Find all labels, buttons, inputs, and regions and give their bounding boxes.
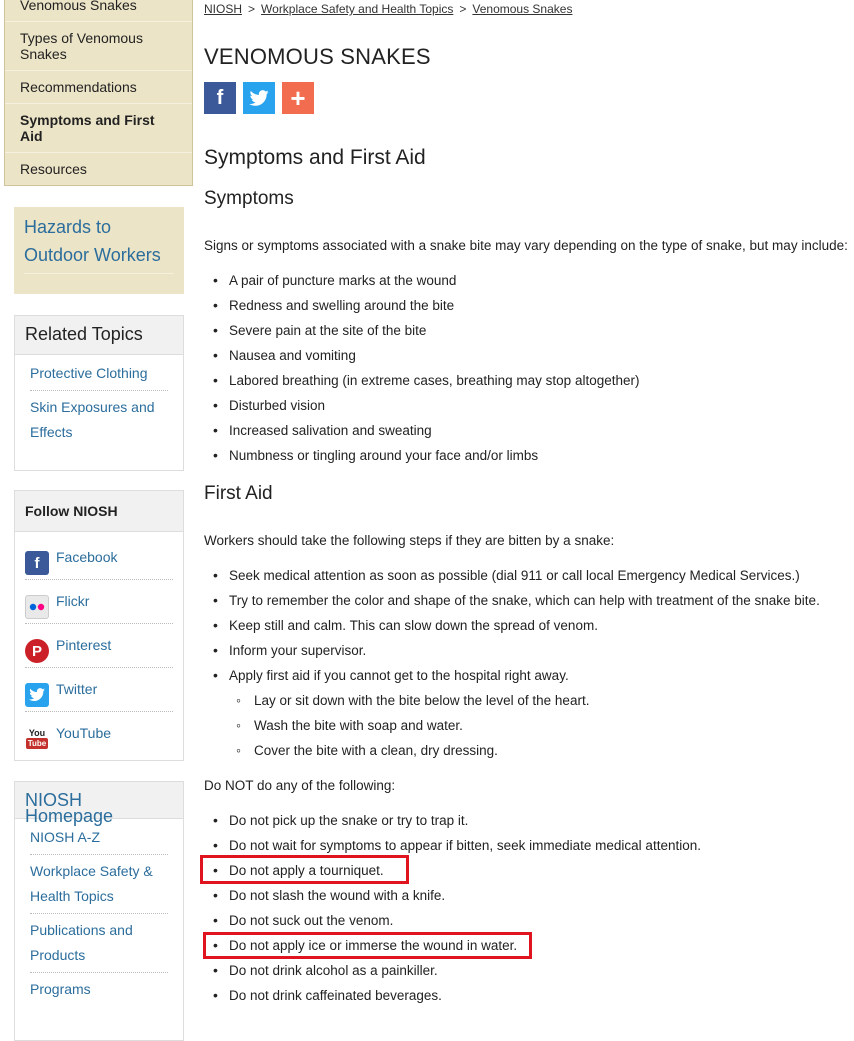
list-item: • Try to remember the color and shape of the snake, which can help with treatment of the snake bite. — [204, 588, 820, 613]
social-label: YouTube — [56, 725, 112, 741]
highlight-box-ice — [203, 932, 532, 959]
list-item: ◦ Wash the bite with soap and water. — [204, 713, 589, 738]
follow-niosh-box — [14, 490, 184, 761]
list-item: • Severe pain at the site of the bite — [204, 318, 639, 343]
youtube-icon: You Tube — [25, 727, 49, 751]
highlight-box-tourniquet — [200, 855, 409, 884]
niosh-homepage-box — [14, 781, 184, 1041]
social-pinterest[interactable] — [25, 624, 173, 668]
donot-list — [204, 808, 701, 1008]
list-item: • Do not suck out the venom. — [204, 908, 701, 933]
share-bar — [204, 82, 314, 114]
flickr-icon — [25, 595, 49, 619]
subnav-item-recommendations[interactable]: Recommendations — [5, 70, 192, 103]
social-twitter[interactable] — [25, 668, 173, 712]
breadcrumb-separator: > — [459, 2, 467, 16]
list-item: • Do not drink caffeinated beverages. — [204, 983, 701, 1008]
divider — [30, 972, 168, 973]
symptoms-intro: Signs or symptoms associated with a snake bite may vary depending on the type of snake, but may include: — [204, 238, 848, 253]
list-item: • Labored breathing (in extreme cases, breathing may stop altogether) — [204, 368, 639, 393]
hazards-divider — [24, 273, 174, 274]
social-label: Pinterest — [56, 637, 112, 653]
social-label: Flickr — [56, 593, 90, 609]
twitter-share-icon[interactable] — [243, 82, 275, 114]
list-item: • Apply first aid if you cannot get to the hospital right away. — [204, 663, 820, 688]
list-item: • Seek medical attention as soon as possible (dial 911 or call local Emergency Medical Services.) — [204, 563, 820, 588]
first-aid-intro: Workers should take the following steps if they are bitten by a snake: — [204, 533, 615, 548]
divider — [30, 390, 168, 391]
facebook-icon: f — [25, 551, 49, 575]
hazards-outdoor-link[interactable]: Hazards to Outdoor Workers — [24, 217, 161, 265]
first-aid-list — [204, 563, 820, 688]
symptoms-list — [204, 268, 639, 468]
list-item: • Do not slash the wound with a knife. — [204, 883, 701, 908]
social-flickr[interactable] — [25, 580, 173, 624]
subnav-item-resources[interactable]: Resources — [5, 152, 192, 185]
social-label: Facebook — [56, 549, 118, 565]
list-item: • Increased salivation and sweating — [204, 418, 639, 443]
list-item: ◦ Cover the bite with a clean, dry dressing. — [204, 738, 589, 763]
subnav-item-venomous-snakes[interactable]: Venomous Snakes — [20, 0, 137, 13]
list-item: • A pair of puncture marks at the wound — [204, 268, 639, 293]
twitter-icon — [25, 683, 49, 707]
social-youtube[interactable] — [25, 712, 173, 755]
list-item: • Disturbed vision — [204, 393, 639, 418]
list-item: • Do not wait for symptoms to appear if bitten, seek immediate medical attention. — [204, 833, 701, 858]
related-topics-title: Related Topics — [15, 316, 183, 355]
page-title: VENOMOUS SNAKES — [204, 44, 431, 69]
symptoms-heading: Symptoms — [204, 188, 294, 209]
breadcrumb-separator: > — [248, 2, 256, 16]
breadcrumb-topics[interactable]: Workplace Safety and Health Topics — [261, 2, 454, 16]
first-aid-heading: First Aid — [204, 483, 273, 504]
list-item: • Do not apply a tourniquet. — [204, 858, 701, 883]
first-aid-sublist — [204, 688, 589, 763]
list-item: • Redness and swelling around the bite — [204, 293, 639, 318]
list-item: • Inform your supervisor. — [204, 638, 820, 663]
niosh-link-publications[interactable]: Publications and Products — [30, 922, 133, 963]
breadcrumb-venomous-snakes[interactable]: Venomous Snakes — [472, 2, 573, 16]
niosh-link-programs[interactable]: Programs — [30, 981, 91, 997]
related-topics-box — [14, 315, 184, 471]
divider — [30, 854, 168, 855]
niosh-homepage-link[interactable]: NIOSH Homepage — [15, 782, 183, 819]
related-link-protective-clothing[interactable]: Protective Clothing — [30, 365, 148, 381]
list-item: • Numbness or tingling around your face and/or limbs — [204, 443, 639, 468]
related-link-skin-exposures[interactable]: Skin Exposures and Effects — [30, 399, 155, 440]
niosh-link-workplace-safety[interactable]: Workplace Safety & Health Topics — [30, 863, 153, 904]
breadcrumb-niosh[interactable]: NIOSH — [204, 2, 243, 16]
hazards-outdoor-box — [14, 207, 184, 294]
subnav-item-symptoms[interactable]: Symptoms and First Aid — [5, 103, 192, 152]
section-subnav — [4, 0, 193, 186]
facebook-share-icon[interactable]: f — [204, 82, 236, 114]
follow-niosh-title: Follow NIOSH — [15, 491, 183, 532]
breadcrumb — [204, 2, 572, 16]
list-item: • Do not pick up the snake or try to trap it. — [204, 808, 701, 833]
donot-intro: Do NOT do any of the following: — [204, 778, 396, 793]
list-item: • Keep still and calm. This can slow down the spread of venom. — [204, 613, 820, 638]
list-item: • Nausea and vomiting — [204, 343, 639, 368]
niosh-link-a-z[interactable]: NIOSH A-Z — [30, 829, 101, 845]
list-item: • Do not drink alcohol as a painkiller. — [204, 958, 701, 983]
social-facebook[interactable] — [25, 536, 173, 580]
divider — [30, 913, 168, 914]
list-item: ◦ Lay or sit down with the bite below the level of the heart. — [204, 688, 589, 713]
add-share-icon[interactable]: + — [282, 82, 314, 114]
list-item: • Do not apply ice or immerse the wound in water. — [204, 933, 701, 958]
section-title: Symptoms and First Aid — [204, 146, 426, 169]
social-label: Twitter — [56, 681, 98, 697]
pinterest-icon: P — [25, 639, 49, 663]
subnav-item-types[interactable]: Types of Venomous Snakes — [5, 21, 192, 70]
